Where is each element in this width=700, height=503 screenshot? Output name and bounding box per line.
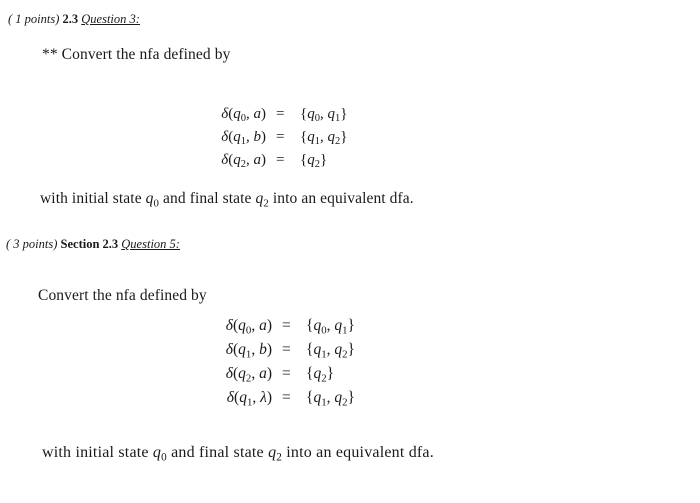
equation-lhs: $\delta(q_1$, b) [225,341,272,361]
equals-sign: = [276,106,285,122]
question-3-prompt: ** Convert the nfa defined by [42,46,231,63]
equation-rhs: {$q_0$, $q_1$} [306,317,355,337]
question-5-closing [42,444,434,462]
closing-suffix: into an equivalent dfa. [286,444,434,461]
initial-state: $q_0$ [152,444,167,464]
equation-rhs: $\{q_2\}$ [306,365,335,385]
final-state: $q_2$ [255,190,269,210]
closing-middle: and final state [163,190,252,207]
question-5-header [6,237,180,252]
question-3-points: ( 1 points) [8,12,60,26]
equals-sign: = [282,341,291,358]
equals-sign: = [276,129,285,145]
equation-rhs: {$q_0$, $q_1$} [300,106,348,125]
initial-state: $q_0$ [145,190,160,210]
question-5-prompt: Convert the nfa defined by [38,287,207,304]
equation-rhs: {$q_1$, $q_2$} [306,341,355,361]
question-5-section: Section 2.3 [60,237,119,251]
closing-prefix: with initial state [42,444,149,461]
question-5-points: ( 3 points) [6,237,58,251]
equation-lhs: $\delta(q_2$, a) [225,365,272,385]
question-3-closing [40,190,414,208]
final-state: $q_2$ [268,444,283,464]
question-5-link[interactable]: Question 5: [121,237,180,251]
equation-lhs: $\delta(q_0$, a) [221,106,266,125]
equation-lhs: $\delta(q_2$, a) [221,152,266,171]
equation-lhs: $\delta(q_0$, a) [225,317,272,337]
question-3-header [8,12,140,27]
equals-sign: = [282,389,291,406]
closing-middle: and final state [171,444,264,461]
equation-rhs: {$q_1$, $q_2$} [300,129,348,148]
equation-lhs: $\delta(q_1$, b) [221,129,266,148]
equals-sign: = [276,152,285,168]
equation-lhs: $\delta(q_1$, λ) [226,389,272,409]
equation-rhs: {$q_1$, $q_2$} [306,389,355,409]
equation-rhs: $\{q_2\}$ [300,152,328,171]
question-3-link[interactable]: Question 3: [81,12,140,26]
equals-sign: = [282,317,291,334]
equals-sign: = [282,365,291,382]
closing-prefix: with initial state [40,190,142,207]
closing-suffix: into an equivalent dfa. [272,190,414,207]
question-3-section: 2.3 [62,12,79,26]
